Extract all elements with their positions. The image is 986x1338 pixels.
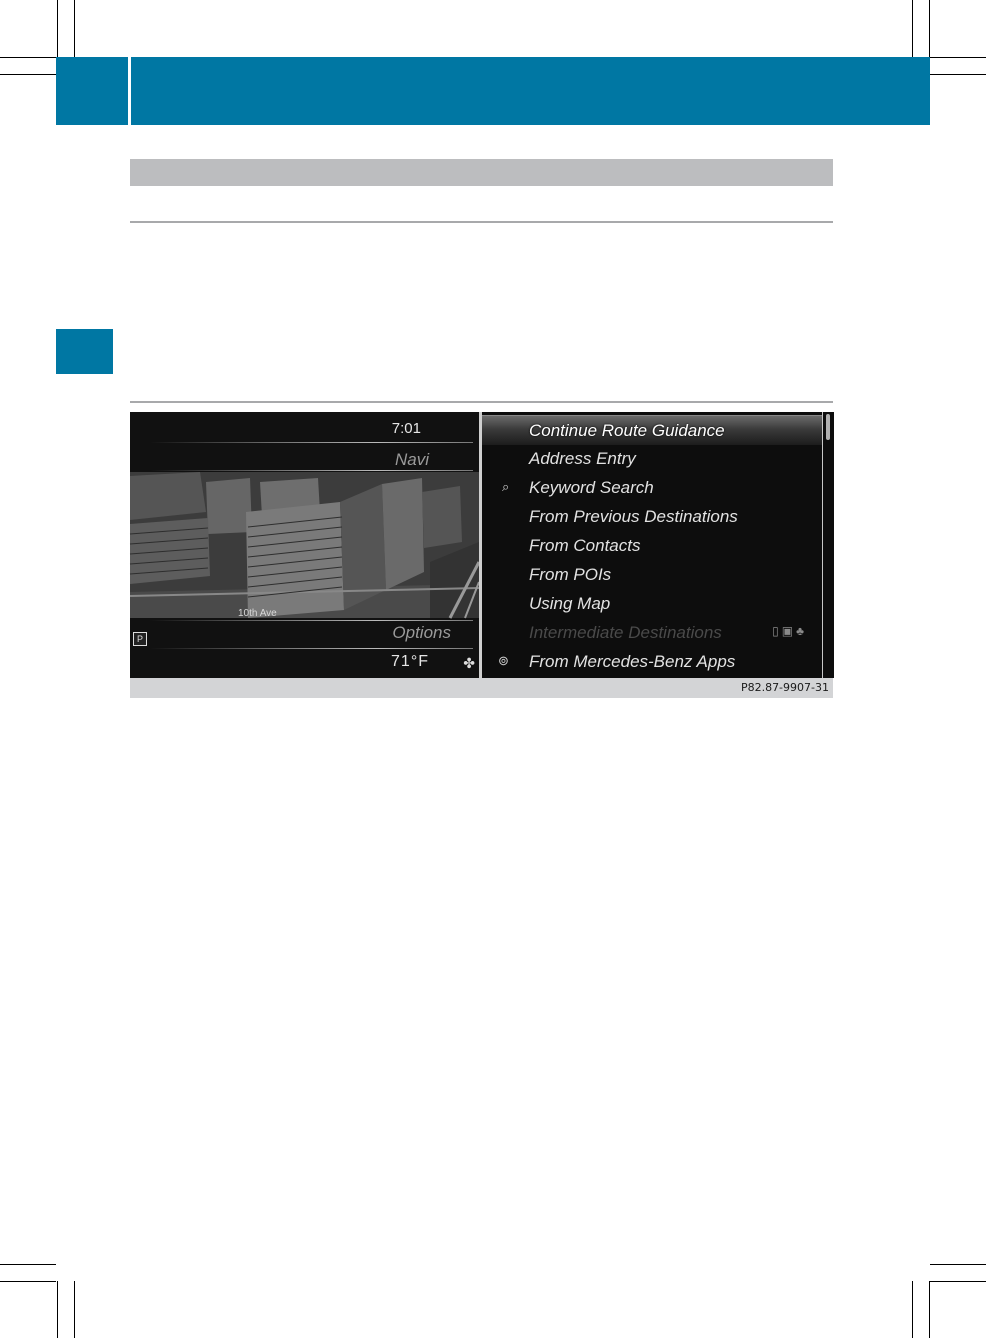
scrollbar[interactable] [822, 412, 834, 678]
crop-mark [0, 1281, 56, 1282]
street-label: 10th Ave [238, 608, 277, 619]
menu-item-address-entry[interactable] [482, 444, 823, 473]
menu-item-label: From POIs [529, 565, 612, 584]
destination-menu [482, 412, 823, 678]
menu-item-label: Using Map [529, 594, 611, 613]
crop-mark [929, 1281, 930, 1338]
crop-mark [912, 0, 913, 57]
crop-mark [929, 0, 930, 57]
panel-line [150, 470, 473, 471]
figure-caption-bar [130, 678, 833, 698]
fan-icon: ✤ [463, 655, 475, 671]
crop-mark [74, 1281, 75, 1338]
crop-mark [0, 74, 56, 75]
menu-item-pois[interactable] [482, 560, 823, 589]
menu-item-using-map[interactable] [482, 589, 823, 618]
menu-item-intermediate-destinations [482, 618, 823, 647]
panel-line [150, 620, 473, 621]
map-panel [130, 412, 479, 678]
crop-mark [57, 0, 58, 57]
divider-rule [130, 401, 833, 403]
panel-line [150, 442, 473, 443]
divider-rule [130, 221, 833, 223]
poi-icons: ▯▣♣ [772, 624, 807, 638]
search-icon: ⌕ [502, 479, 510, 494]
crop-mark [930, 1264, 986, 1265]
menu-item-label: From Contacts [529, 536, 641, 555]
section-bar [130, 159, 833, 186]
temperature: 71°F [391, 653, 429, 670]
crop-mark [57, 1281, 58, 1338]
crop-mark [0, 1264, 56, 1265]
clock: 7:01 [391, 420, 421, 437]
crop-mark [930, 74, 986, 75]
menu-item-label: Continue Route Guidance [529, 421, 725, 440]
menu-item-keyword-search[interactable] [482, 473, 823, 502]
header-bar [131, 57, 930, 125]
scrollbar-thumb[interactable] [826, 414, 830, 440]
apps-icon: ⊚ [498, 653, 509, 668]
navi-label[interactable]: Navi [394, 450, 429, 469]
header-tab [56, 57, 128, 125]
options-label[interactable]: Options [392, 623, 451, 642]
menu-item-continue-route-guidance[interactable] [482, 415, 823, 445]
parking-icon: P [133, 632, 147, 646]
crop-mark [912, 1281, 913, 1338]
crop-mark [930, 57, 986, 58]
menu-item-label: From Mercedes-Benz Apps [529, 652, 736, 671]
navigation-screen [130, 412, 833, 678]
menu-item-label: Address Entry [529, 449, 636, 468]
crop-mark [930, 1281, 986, 1282]
figure-code: P82.87-9907-31 [740, 681, 829, 694]
crop-mark [74, 0, 75, 57]
menu-item-contacts[interactable] [482, 531, 823, 560]
menu-item-previous-destinations[interactable] [482, 502, 823, 531]
crop-mark [0, 57, 56, 58]
menu-item-label: From Previous Destinations [529, 507, 738, 526]
side-tab-marker [56, 329, 113, 374]
map-buildings [130, 472, 479, 618]
menu-item-label: Intermediate Destinations [529, 623, 722, 642]
panel-line [150, 648, 473, 649]
menu-item-mercedes-benz-apps[interactable] [482, 647, 823, 676]
menu-item-label: Keyword Search [529, 478, 654, 497]
